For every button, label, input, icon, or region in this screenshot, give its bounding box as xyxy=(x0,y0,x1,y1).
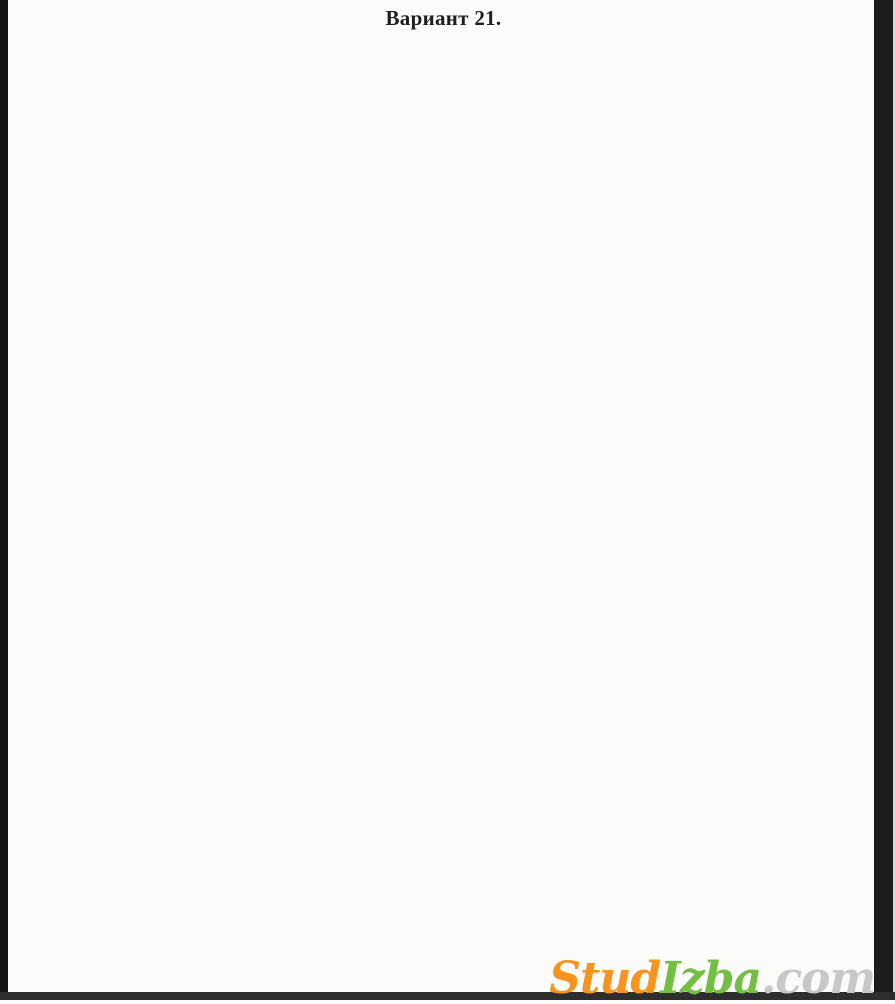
logo-com: .com xyxy=(760,953,875,1004)
page-title: Вариант 21. xyxy=(385,6,502,30)
document-page xyxy=(36,0,851,42)
logo-stud: Stud xyxy=(549,953,661,1004)
logo-izba: Izba xyxy=(660,953,761,1004)
right-border xyxy=(874,0,893,1000)
left-border xyxy=(0,0,8,1000)
studizba-watermark xyxy=(549,954,875,1004)
